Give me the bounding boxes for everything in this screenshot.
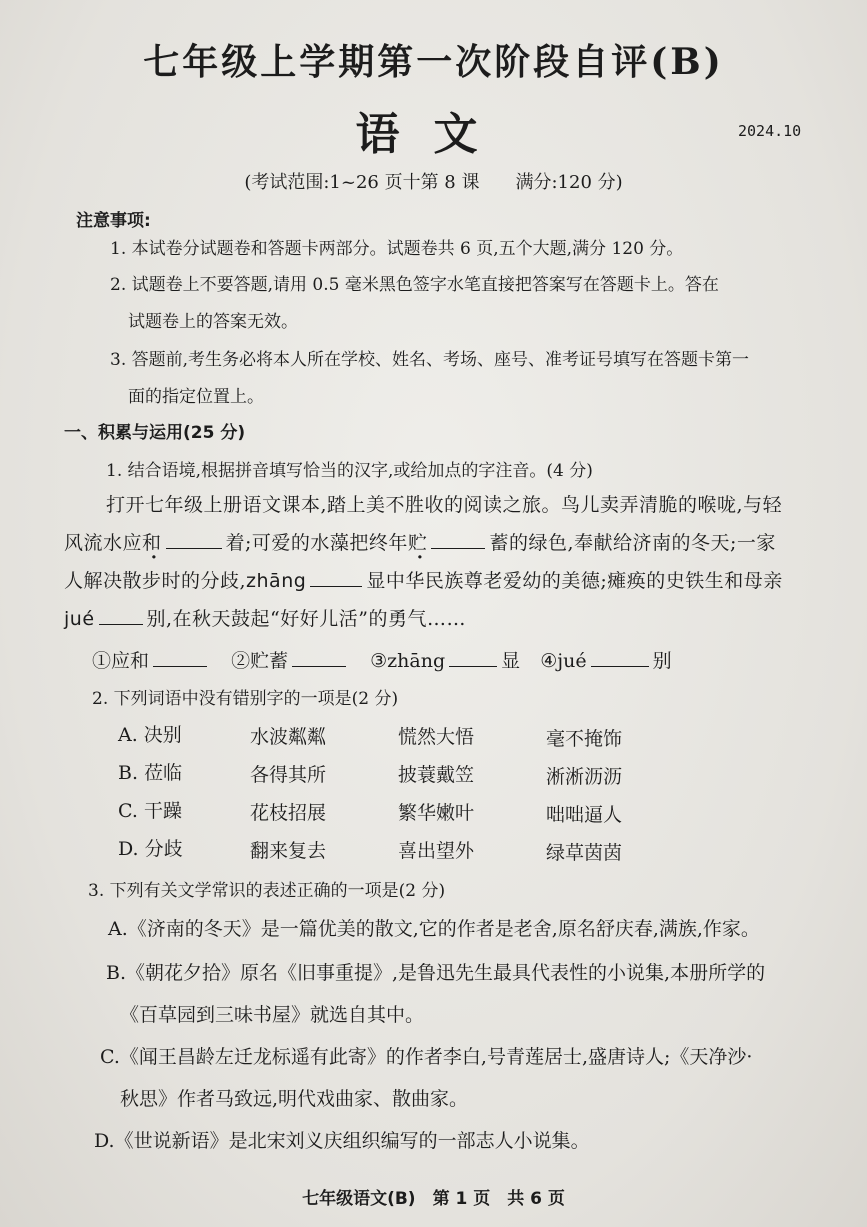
section-1-heading: 一、积累与运用(25 分): [64, 423, 246, 443]
q2-option-a: A. 决别: [118, 724, 182, 746]
q2-option-b: B. 莅临: [118, 762, 183, 784]
q2-option-d: D. 分歧: [118, 838, 183, 860]
q2-option-c-word-3: 繁华嫩叶: [398, 802, 475, 824]
answer-blank-2[interactable]: [292, 648, 346, 667]
q2-option-c-word-4: 咄咄逼人: [546, 804, 623, 826]
notice-item-3: 3. 答题前,考生务必将本人所在学校、姓名、考场、座号、准考证号填写在答题卡第一: [110, 350, 750, 370]
blank-2[interactable]: [431, 530, 485, 549]
notice-heading: 注意事项:: [76, 211, 151, 231]
q1-passage-line-2: 风流水应和 着;可爱的水藻把终年贮 蓄的绿色,奉献给济南的冬天;一家: [64, 532, 776, 554]
q2-option-c: C. 干躁: [118, 800, 182, 822]
q2-option-b-word-2: 各得其所: [250, 764, 327, 786]
notice-item-1: 1. 本试卷分试题卷和答题卡两部分。试题卷共 6 页,五个大题,满分 120 分。: [110, 239, 684, 259]
exam-date: 2024.10: [738, 122, 802, 140]
q3-option-a: A.《济南的冬天》是一篇优美的散文,它的作者是老舍,原名舒庆春,满族,作家。: [108, 918, 760, 940]
page-footer: 七年级语文(B) 第 1 页 共 6 页: [302, 1189, 565, 1209]
dotted-char-zhu: 贮: [407, 532, 428, 554]
answer-blank-1[interactable]: [153, 648, 207, 667]
answer-blank-4[interactable]: [591, 648, 649, 667]
q2-option-a-word-4: 毫不掩饰: [546, 728, 623, 750]
answer-blank-3[interactable]: [449, 648, 497, 667]
q1-passage-line-3: 人解决散步时的分歧,zhāng 显中华民族尊老爱幼的美德;瘫痪的史铁生和母亲: [64, 570, 783, 592]
exam-title: 七年级上学期第一次阶段自评(B): [143, 41, 724, 83]
q2-option-c-word-2: 花枝招展: [250, 802, 327, 824]
notice-item-2: 2. 试题卷上不要答题,请用 0.5 毫米黑色签字水笔直接把答案写在答题卡上。答在: [110, 275, 719, 295]
q2-option-b-word-4: 淅淅沥沥: [546, 766, 623, 788]
q3-option-c: C.《闻王昌龄左迁龙标遥有此寄》的作者李白,号青莲居士,盛唐诗人;《天净沙·: [100, 1046, 753, 1068]
q3-option-c-cont: 秋思》作者马致远,明代戏曲家、散曲家。: [120, 1088, 469, 1110]
q3-option-d: D.《世说新语》是北宋刘义庆组织编写的一部志人小说集。: [94, 1130, 590, 1152]
blank-4[interactable]: [99, 606, 143, 625]
q1-passage-line-4: jué 别,在秋天鼓起“好好儿活”的勇气……: [64, 608, 466, 630]
dotted-char-he: 和: [142, 532, 162, 554]
notice-item-3-cont: 面的指定位置上。: [128, 387, 264, 407]
q2-option-b-word-3: 披蓑戴笠: [398, 764, 475, 786]
q2-option-d-word-2: 翻来复去: [250, 840, 327, 862]
q2-option-d-word-3: 喜出望外: [398, 840, 475, 862]
q2-stem: 2. 下列词语中没有错别字的一项是(2 分): [92, 689, 399, 709]
notice-item-2-cont: 试题卷上的答案无效。: [128, 312, 298, 332]
blank-1[interactable]: [166, 530, 222, 549]
q2-option-d-word-4: 绿草茵茵: [546, 842, 623, 864]
blank-3[interactable]: [310, 568, 362, 587]
q2-option-a-word-2: 水波粼粼: [250, 726, 327, 748]
subject-title: 语文: [355, 109, 512, 160]
q1-stem: 1. 结合语境,根据拼音填写恰当的汉字,或给加点的字注音。(4 分): [106, 461, 593, 481]
q1-passage-line-1: 打开七年级上册语文课本,踏上美不胜收的阅读之旅。鸟儿卖弄清脆的喉咙,与轻: [106, 494, 783, 516]
q1-answer-line: ①应和 ②贮蓄 ③zhāng 显 ④jué 别: [92, 650, 672, 672]
exam-scope: (考试范围:1~26 页十第 8 课 满分:120 分): [244, 172, 623, 193]
q2-option-a-word-3: 慌然大悟: [398, 726, 475, 748]
q3-option-b: B.《朝花夕拾》原名《旧事重提》,是鲁迅先生最具代表性的小说集,本册所学的: [106, 962, 766, 984]
q3-option-b-cont: 《百草园到三味书屋》就选自其中。: [120, 1004, 425, 1026]
q3-stem: 3. 下列有关文学常识的表述正确的一项是(2 分): [88, 881, 446, 901]
